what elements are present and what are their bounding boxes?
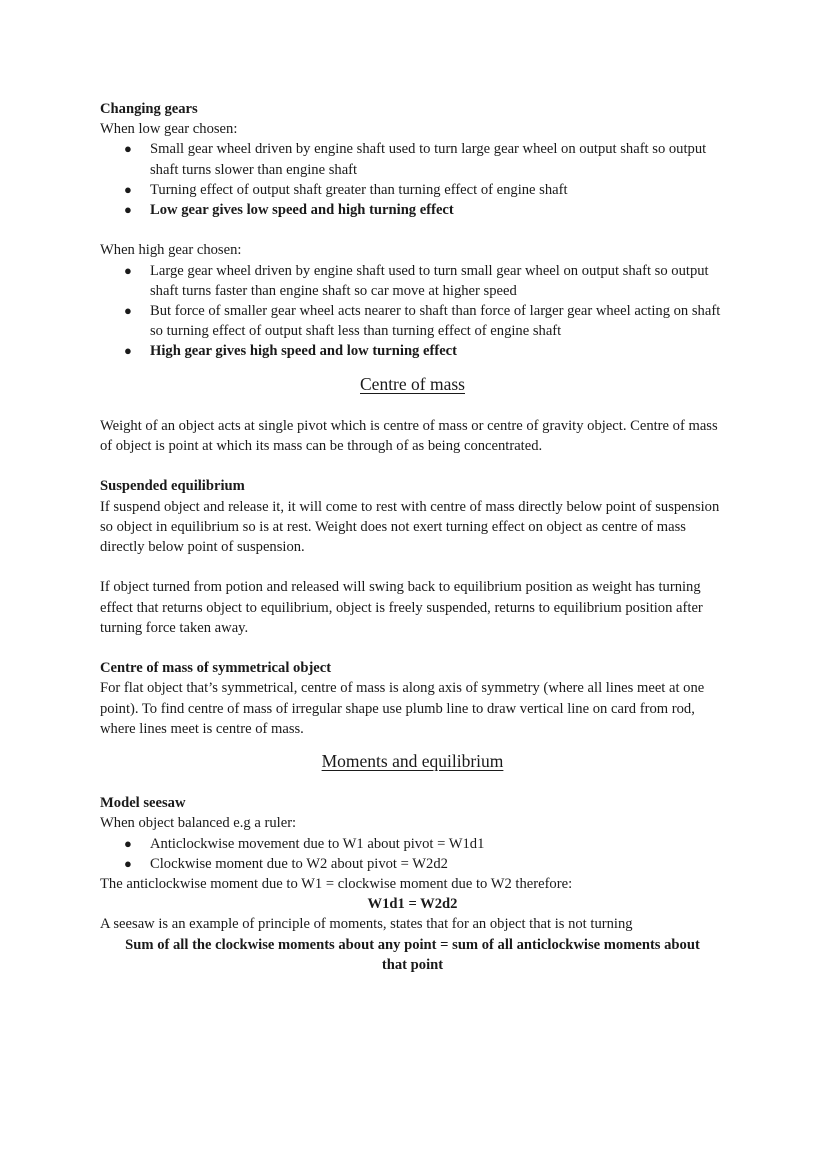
bullet-icon: ●	[124, 343, 132, 359]
list-item	[100, 834, 725, 854]
high-gear-list	[100, 261, 725, 362]
list-item-text: Small gear wheel driven by engine shaft used to turn large gear wheel on output shaft so output shaft turns slower than engine shaft	[150, 141, 707, 178]
heading-changing-gears: Changing gears	[100, 101, 198, 117]
list-item	[100, 341, 725, 361]
list-item	[100, 854, 725, 874]
heading-model-seesaw: Model seesaw	[100, 795, 186, 812]
list-item	[100, 139, 725, 179]
low-gear-intro: When low gear chosen:	[100, 121, 238, 138]
list-item-text: High gear gives high speed and low turning effect	[150, 343, 458, 360]
spacer	[100, 220, 725, 240]
list-item	[100, 261, 725, 301]
spacer	[100, 773, 725, 793]
suspended-paragraph-2: If object turned from potion and released will swing back to equilibrium position as weight has turning effect that returns object to equilibrium, object is freely suspended, returns to equilibrium position after turning force taken away.	[100, 579, 703, 636]
list-item-text: Large gear wheel driven by engine shaft used to turn small gear wheel on output shaft so output shaft turns faster than engine shaft so car move at higher speed	[150, 262, 709, 299]
spacer	[100, 557, 725, 577]
moments-list	[100, 834, 725, 874]
seesaw-intro: When object balanced e.g a ruler:	[100, 815, 297, 832]
list-item-text: But force of smaller gear wheel acts nearer to shaft than force of larger gear wheel acting on shaft so turning effect of output shaft less than turning effect of engine shaft	[150, 303, 721, 340]
spacer	[100, 456, 725, 476]
list-item-text: Clockwise moment due to W2 about pivot = W2d2	[150, 855, 448, 872]
bullet-icon: ●	[124, 303, 132, 319]
bullet-icon: ●	[124, 855, 132, 871]
bullet-icon: ●	[124, 141, 132, 157]
spacer	[100, 396, 725, 416]
bullet-icon: ●	[124, 202, 132, 218]
therefore-line: The anticlockwise moment due to W1 = clockwise moment due to W2 therefore:	[100, 876, 573, 893]
high-gear-intro: When high gear chosen:	[100, 242, 242, 259]
list-item-text: Low gear gives low speed and high turning effect	[150, 202, 454, 219]
list-item	[100, 180, 725, 200]
centre-of-mass-intro: Weight of an object acts at single pivot which is centre of mass or centre of gravity object. Centre of mass of object is point at which its mass can be through of as being concentrated.	[100, 417, 718, 455]
bullet-icon: ●	[124, 262, 132, 278]
list-item	[100, 301, 725, 341]
document-page	[100, 99, 725, 975]
section-title-moments: Moments and equilibrium	[321, 751, 504, 772]
principle-rule-line-2: that point	[381, 956, 444, 973]
list-item-text: Turning effect of output shaft greater than turning effect of engine shaft	[150, 181, 568, 198]
heading-suspended-equilibrium: Suspended equilibrium	[100, 478, 245, 495]
list-item	[100, 200, 725, 220]
principle-line: A seesaw is an example of principle of moments, states that for an object that is not turning	[100, 916, 633, 933]
low-gear-list	[100, 139, 725, 220]
suspended-paragraph-1: If suspend object and release it, it will come to rest with centre of mass directly below point of suspension so object in equilibrium so is at rest. Weight does not exert turning effect on object as centre of mass directly below point of suspension.	[100, 498, 720, 556]
principle-rule-line-1: Sum of all the clockwise moments about any point = sum of all anticlockwise moments about	[125, 936, 700, 953]
list-item-text: Anticlockwise movement due to W1 about pivot = W1d1	[150, 835, 485, 852]
moment-equation: W1d1 = W2d2	[367, 896, 458, 913]
spacer	[100, 638, 725, 658]
section-title-centre-of-mass: Centre of mass	[360, 373, 465, 394]
heading-symmetrical-object: Centre of mass of symmetrical object	[100, 660, 332, 677]
symmetrical-paragraph: For flat object that’s symmetrical, centre of mass is along axis of symmetry (where all lines meet at one point). To find centre of mass of irregular shape use plumb line to draw vertical line on card from rod, where lines meet is centre of mass.	[100, 680, 705, 737]
bullet-icon: ●	[124, 181, 132, 197]
bullet-icon: ●	[124, 835, 132, 851]
